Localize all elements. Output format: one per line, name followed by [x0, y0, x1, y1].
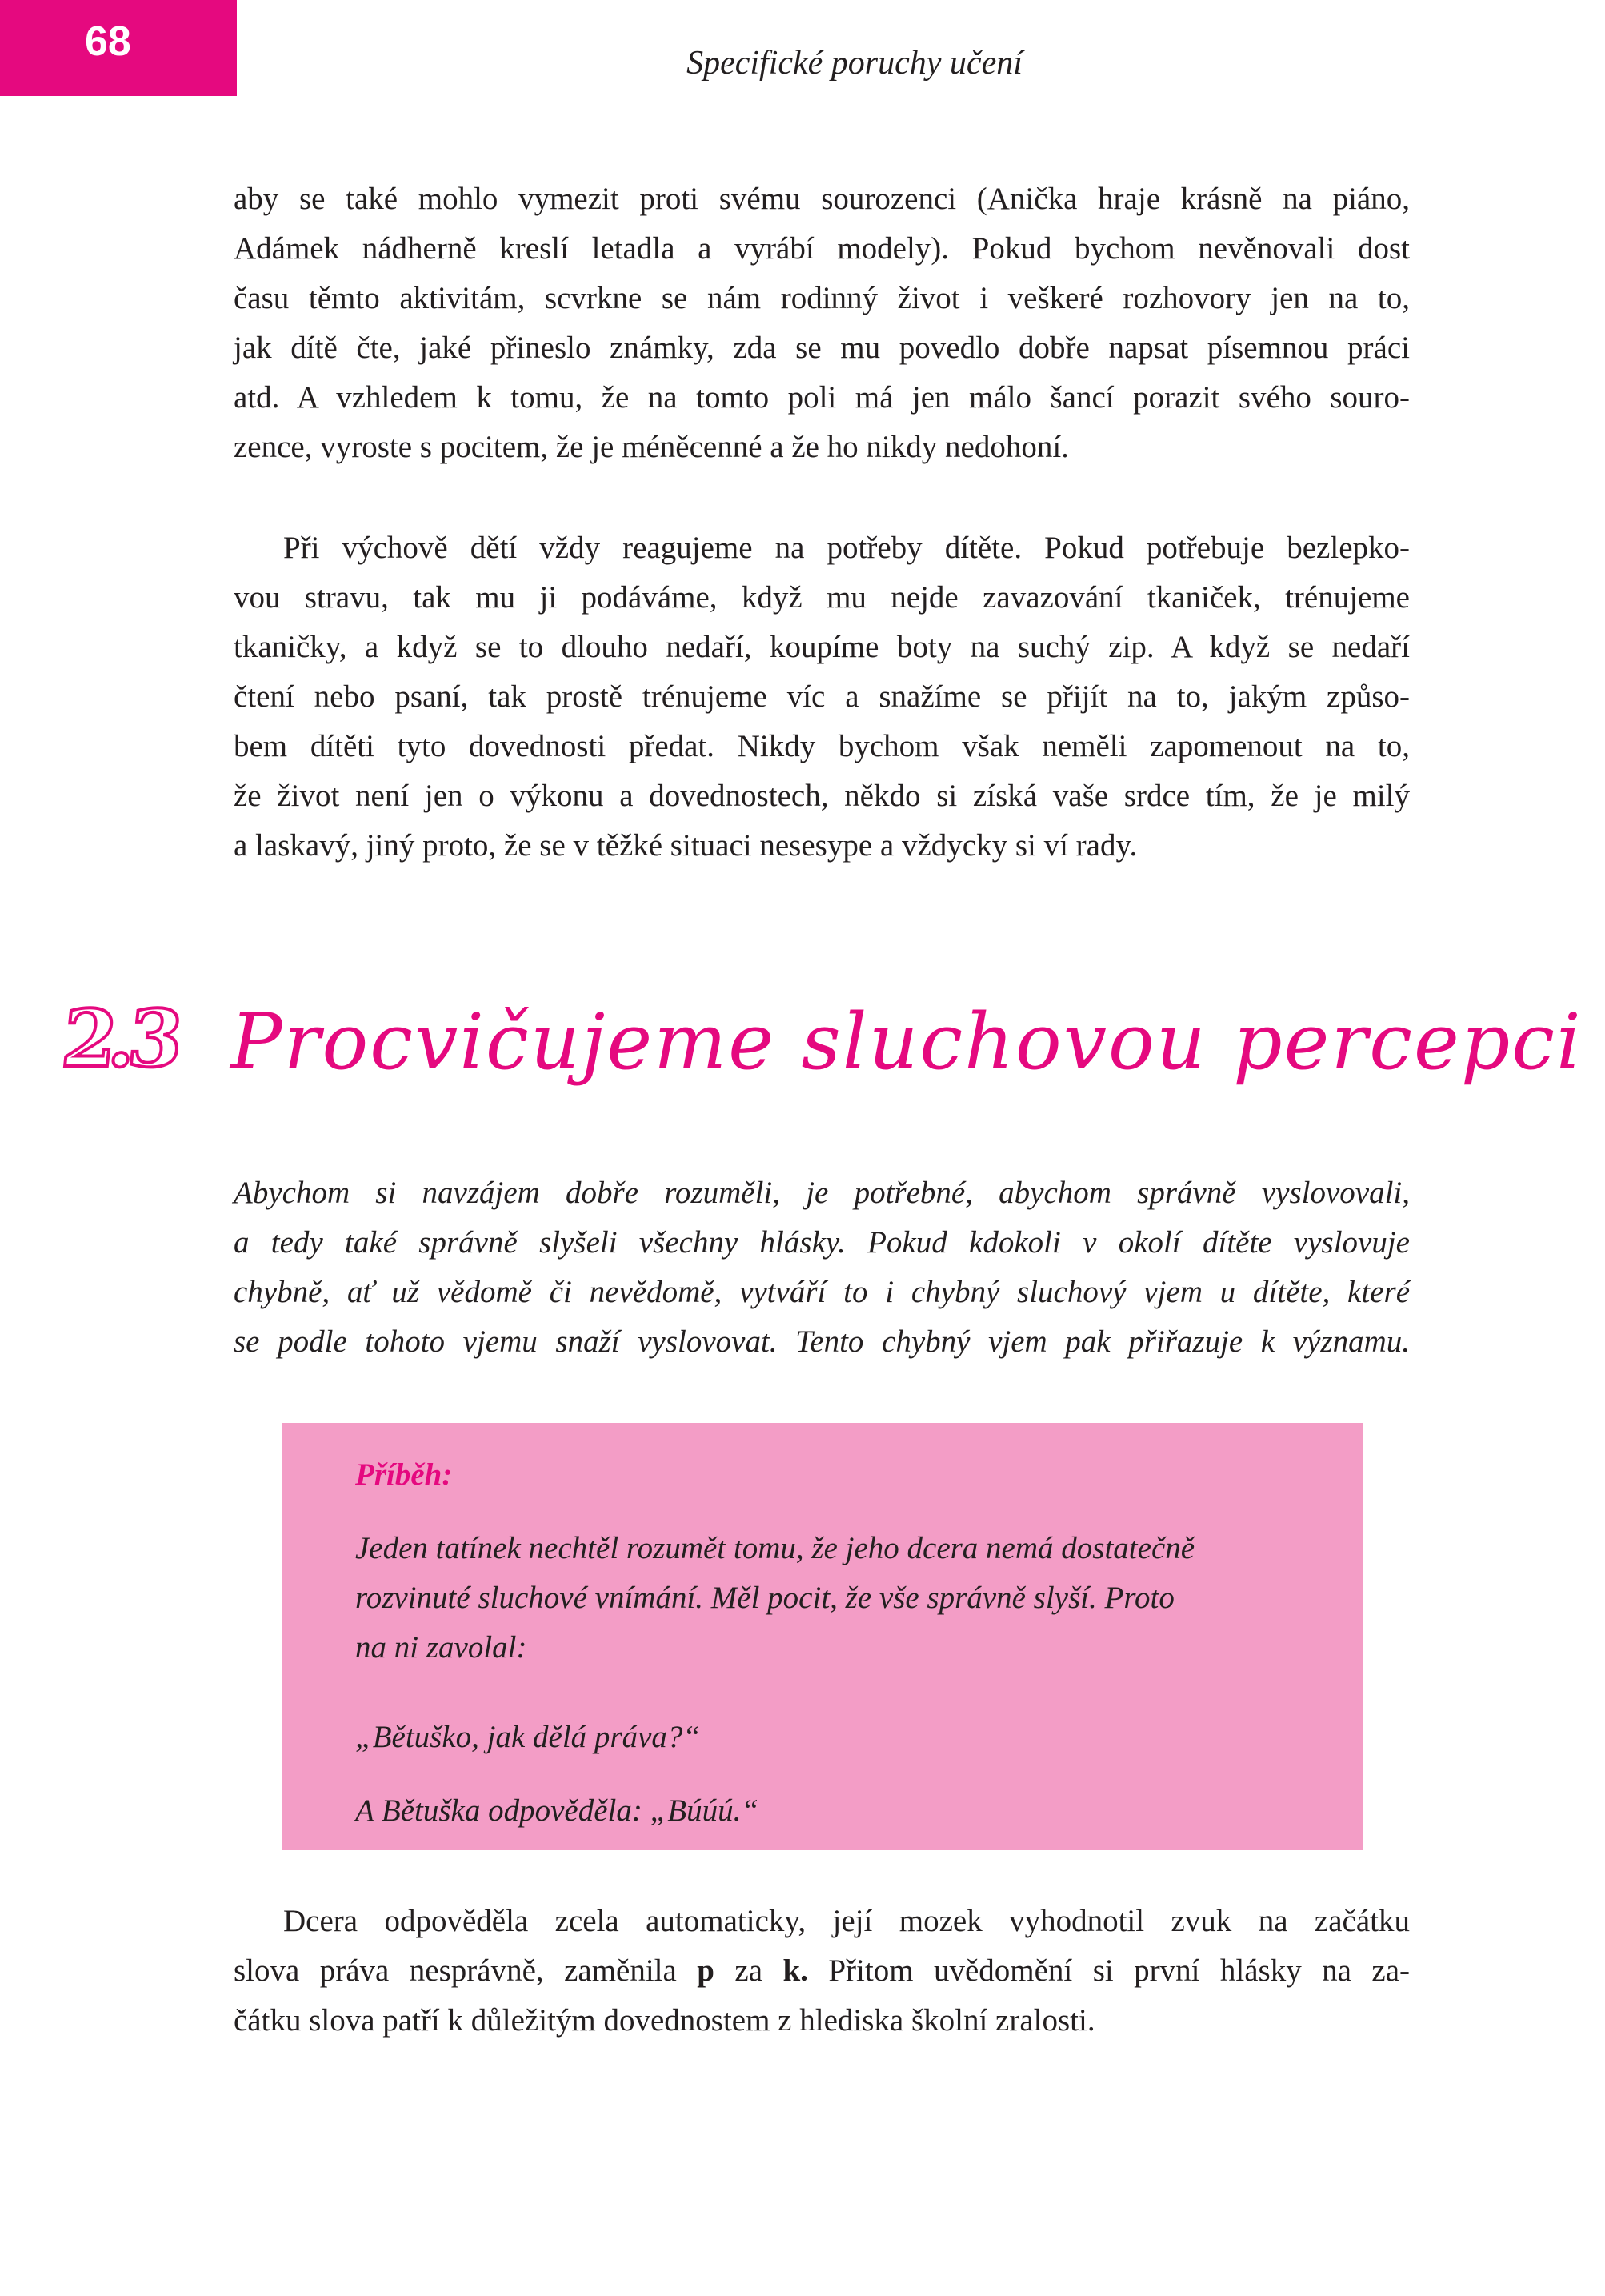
running-header-title: Specifické poruchy učení: [686, 45, 1023, 82]
section-intro-paragraph: [234, 1168, 1410, 1367]
paragraph-line: atd. A vzhledem k tomu, že na tomto poli má jen málo šancí porazit svého souro-: [234, 380, 1410, 415]
closing-paragraph: [234, 1897, 1410, 2046]
spacer: [355, 1762, 1299, 1786]
paragraph-line: se podle tohoto vjemu snaží vyslovovat. Tento chybný vjem pak přiřazuje k významu.: [234, 1324, 1410, 1359]
paragraph-line: času těmto aktivitám, scvrkne se nám rodinný život i veškeré rozhovory jen na to,: [234, 281, 1410, 315]
text-run: Přitom uvědomění si první hlásky na za-: [807, 1953, 1411, 1988]
paragraph-line: Adámek nádherně kreslí letadla a vyrábí modely). Pokud bychom nevěnovali dost: [234, 231, 1410, 266]
paragraph-line: Dcera odpověděla zcela automaticky, její mozek vyhodnotil zvuk na začátku: [283, 1904, 1410, 1938]
paragraph-line: čtení nebo psaní, tak prostě trénujeme víc a snažíme se přijít na to, jakým způso-: [234, 679, 1410, 714]
paragraph-line: aby se také mohlo vymezit proti svému sourozenci (Anička hraje krásně na piáno,: [234, 182, 1410, 216]
story-content: [355, 1450, 1299, 1836]
body-paragraph-2: [234, 523, 1410, 871]
bold-letter: p: [697, 1953, 714, 1988]
section-title: Procvičujeme sluchovou percepci: [230, 997, 1583, 1087]
story-title: Příběh:: [355, 1457, 453, 1492]
story-quote: „Bětuško, jak dělá práva?“: [355, 1720, 701, 1754]
paragraph-line: chybně, ať už vědomě či nevědomě, vytváří to i chybný sluchový vjem u dítěte, které: [234, 1275, 1410, 1309]
page-number: 68: [85, 18, 131, 65]
body-paragraph-1: [234, 174, 1410, 472]
paragraph-line: vou stravu, tak mu ji podáváme, když mu nejde zavazování tkaniček, trénujeme: [234, 580, 1410, 615]
paragraph-line: že život není jen o výkonu a dovednostech, někdo si získá vaše srdce tím, že je milý: [234, 779, 1410, 813]
text-run: za: [714, 1953, 783, 1988]
bold-letter: k.: [782, 1953, 808, 1988]
story-quote: A Bětuška odpověděla: „Búúú.“: [355, 1793, 759, 1828]
spacer: [355, 1673, 1299, 1713]
section-number: 2.3: [58, 993, 180, 1085]
paragraph-line: a tedy také správně slyšeli všechny hlásky. Pokud kdokoli v okolí dítěte vyslovuje: [234, 1225, 1410, 1260]
paragraph-line: čátku slova patří k důležitým dovednostem z hlediska školní zralosti.: [234, 2003, 1095, 2038]
paragraph-line: tkaničky, a když se to dlouho nedaří, koupíme boty na suchý zip. A když se nedaří: [234, 630, 1410, 664]
paragraph-line: bem dítěti tyto dovednosti předat. Nikdy bychom však neměli zapomenout na to,: [234, 729, 1410, 763]
paragraph-line: Abychom si navzájem dobře rozuměli, je potřebné, abychom správně vyslovovali,: [234, 1176, 1410, 1210]
paragraph-line: Při výchově dětí vždy reagujeme na potřeby dítěte. Pokud potřebuje bezlepko-: [283, 531, 1410, 565]
story-box: [282, 1423, 1363, 1850]
story-line: Jeden tatínek nechtěl rozumět tomu, že jeho dcera nemá dostatečně: [355, 1531, 1195, 1565]
paragraph-line: zence, vyroste s pocitem, že je méněcenné a že ho nikdy nedohoní.: [234, 430, 1069, 464]
paragraph-line: [234, 1946, 1410, 1996]
paragraph-line: a laskavý, jiný proto, že se v těžké situaci nesesype a vždycky si ví rady.: [234, 828, 1138, 863]
section-heading: [58, 993, 1583, 1119]
story-line: rozvinuté sluchové vnímání. Měl pocit, že vše správně slyší. Proto: [355, 1581, 1175, 1615]
story-line: na ni zavolal:: [355, 1630, 527, 1665]
paragraph-line: jak dítě čte, jaké přineslo známky, zda se mu povedlo dobře napsat písemnou práci: [234, 331, 1410, 365]
text-run: slova práva nesprávně, zaměnila: [234, 1953, 698, 1988]
